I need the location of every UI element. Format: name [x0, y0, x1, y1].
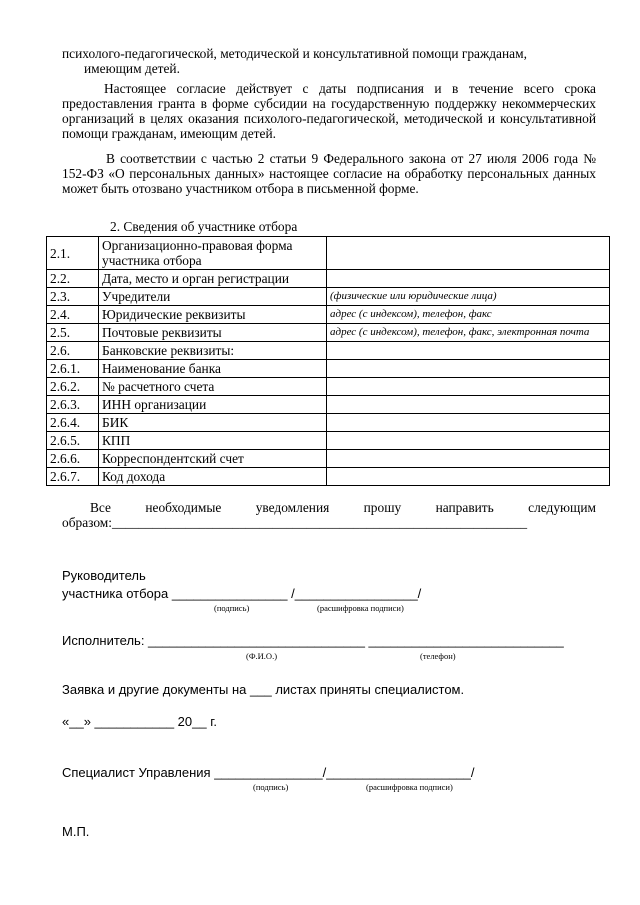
table-row: [47, 306, 610, 324]
accepted-line[interactable]: Заявка и другие документы на ___ листах приняты специалистом.: [62, 682, 465, 697]
row-value-cell[interactable]: [327, 414, 610, 432]
row-value-cell[interactable]: (физические или юридические лица): [327, 288, 610, 306]
specialist-caption-decode: (расшифровка подписи): [366, 782, 453, 792]
row-label: Учредители: [99, 288, 327, 306]
row-number: 2.6.4.: [47, 414, 99, 432]
table-row: [47, 432, 610, 450]
row-number: 2.4.: [47, 306, 99, 324]
specialist-signature-line[interactable]: Специалист Управления _______________/____________________/: [62, 765, 475, 780]
withdrawal-paragraph: В соответствии с частью 2 статьи 9 Федерального закона от 27 июля 2006 года № 152-ФЗ «О персональных данных» настоящее согласие на обработку персональных данных может быть отозвано участником отбора в письменной форме.: [62, 151, 596, 196]
row-number: 2.5.: [47, 324, 99, 342]
row-value-cell[interactable]: адрес (с индексом), телефон, факс: [327, 306, 610, 324]
row-label: БИК: [99, 414, 327, 432]
intro-continuation: [62, 46, 596, 76]
head-label: Руководитель: [62, 568, 146, 583]
table-row: [47, 324, 610, 342]
row-label: Почтовые реквизиты: [99, 324, 327, 342]
row-value-cell[interactable]: [327, 468, 610, 486]
table-row: [47, 360, 610, 378]
row-value-cell[interactable]: [327, 432, 610, 450]
stamp-place: М.П.: [62, 824, 90, 839]
row-label: Банковские реквизиты:: [99, 342, 327, 360]
table-row: [47, 270, 610, 288]
notification-line-1: Все необходимые уведомления прошу направить следующим: [90, 500, 596, 515]
specialist-caption-sign: (подпись): [253, 782, 289, 792]
head-caption-decode: (расшифровка подписи): [317, 603, 404, 613]
executor-caption-phone: (телефон): [420, 651, 456, 661]
row-label: ИНН организации: [99, 396, 327, 414]
table-row: [47, 288, 610, 306]
row-value-cell[interactable]: адрес (с индексом), телефон, факс, электронная почта: [327, 324, 610, 342]
row-label: Код дохода: [99, 468, 327, 486]
row-label: Дата, место и орган регистрации: [99, 270, 327, 288]
row-number: 2.1.: [47, 237, 99, 270]
row-number: 2.2.: [47, 270, 99, 288]
notification-block: [62, 500, 596, 530]
validity-paragraph: Настоящее согласие действует с даты подписания и в течение всего срока предоставления гранта в форме субсидии на государственную поддержку некоммерческих организаций в целях оказания психолого-педагогической, методической и консультативной помощи гражданам, имеющим детей.: [62, 81, 596, 141]
table-row: [47, 450, 610, 468]
row-number: 2.6.6.: [47, 450, 99, 468]
row-label: КПП: [99, 432, 327, 450]
table-row: [47, 468, 610, 486]
executor-line[interactable]: Исполнитель: ______________________________ ___________________________: [62, 633, 564, 648]
row-label: Организационно-правовая форма участника отбора: [99, 237, 327, 270]
executor-caption-fio: (Ф.И.О.): [246, 651, 278, 661]
row-number: 2.6.3.: [47, 396, 99, 414]
table-row: [47, 414, 610, 432]
row-number: 2.6.7.: [47, 468, 99, 486]
row-value-cell[interactable]: [327, 396, 610, 414]
row-number: 2.6.: [47, 342, 99, 360]
section-title: 2. Сведения об участнике отбора: [110, 219, 298, 234]
date-line[interactable]: «__» ___________ 20__ г.: [62, 714, 217, 729]
row-number: 2.3.: [47, 288, 99, 306]
notification-line-2[interactable]: образом:______________________________________________________________: [62, 515, 528, 530]
row-value-cell[interactable]: [327, 237, 610, 270]
row-label: Юридические реквизиты: [99, 306, 327, 324]
row-label: Корреспондентский счет: [99, 450, 327, 468]
row-number: 2.6.2.: [47, 378, 99, 396]
row-value-cell[interactable]: [327, 270, 610, 288]
head-caption-sign: (подпись): [214, 603, 250, 613]
intro-line-1: психолого-педагогической, методической и консультативной помощи гражданам,: [62, 46, 527, 61]
row-number: 2.6.1.: [47, 360, 99, 378]
row-label: Наименование банка: [99, 360, 327, 378]
intro-line-2: имеющим детей.: [84, 61, 180, 76]
table-row: [47, 396, 610, 414]
table-row: [47, 378, 610, 396]
row-label: № расчетного счета: [99, 378, 327, 396]
row-value-cell[interactable]: [327, 342, 610, 360]
row-value-cell[interactable]: [327, 378, 610, 396]
participant-info-table: [46, 236, 610, 486]
table-row: [47, 237, 610, 270]
table-row: [47, 342, 610, 360]
row-number: 2.6.5.: [47, 432, 99, 450]
row-value-cell[interactable]: [327, 360, 610, 378]
row-value-cell[interactable]: [327, 450, 610, 468]
head-signature-line[interactable]: участника отбора ________________ /_________________/: [62, 586, 422, 601]
